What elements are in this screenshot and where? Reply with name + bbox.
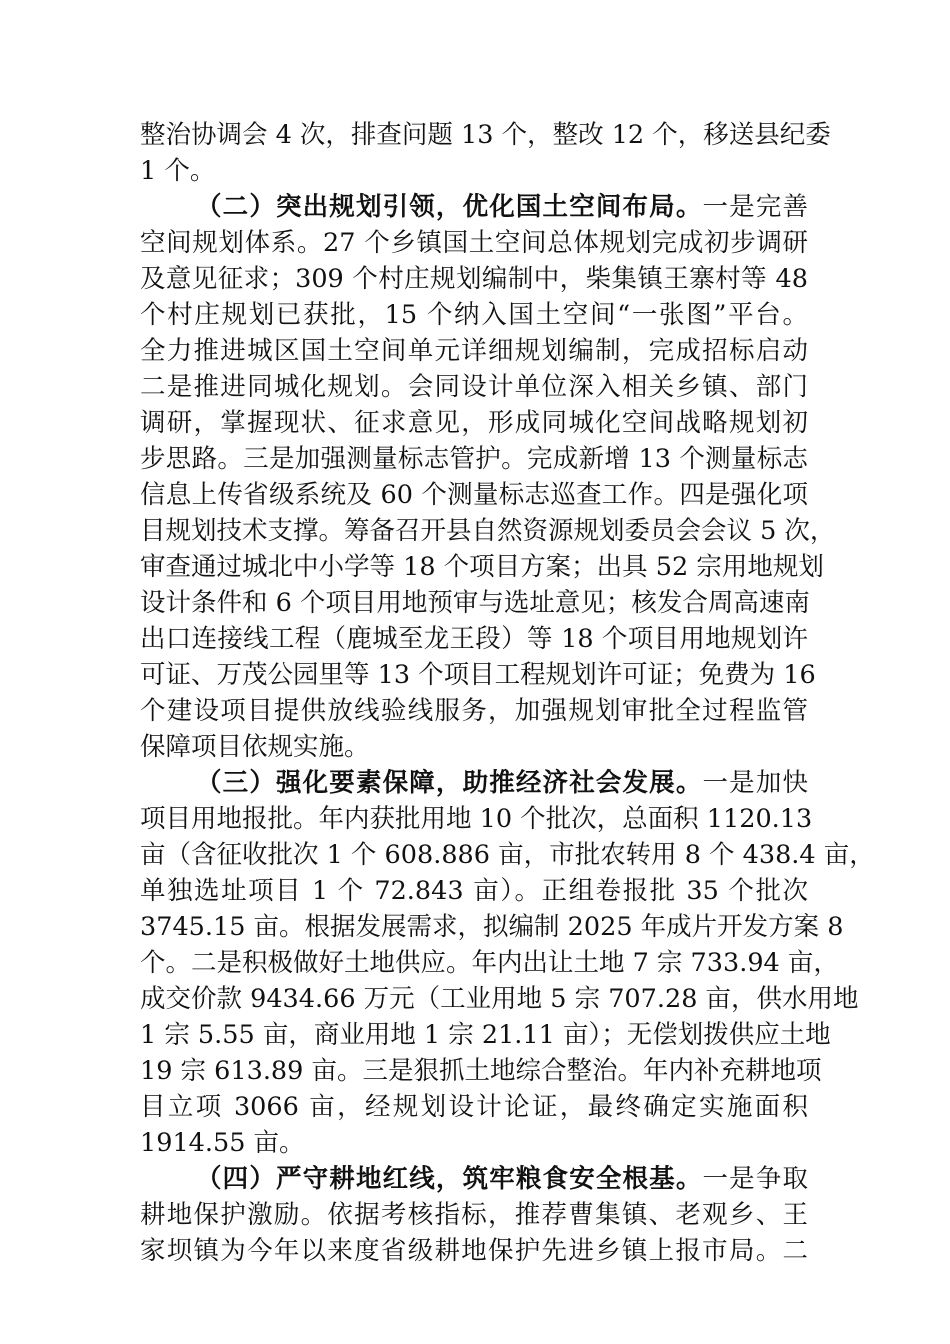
text-line: 项目用地报批。年内获批用地 10 个批次，总面积 1120.13 (140, 804, 813, 834)
text-line: 19 宗 613.89 亩。三是狠抓土地综合整治。年内补充耕地项 (140, 1056, 822, 1086)
paragraph-first-line (196, 765, 808, 801)
text-line: 及意见征求；309 个村庄规划编制中，柴集镇王寨村等 48 (140, 264, 808, 294)
paragraph-first-line (196, 1161, 808, 1197)
text-line: 3745.15 亩。根据发展需求，拟编制 2025 年成片开发方案 8 (140, 912, 844, 942)
text-line: 整治协调会 4 次，排查问题 13 个，整改 12 个，移送县纪委 (140, 120, 831, 150)
section-heading: （四）严守耕地红线，筑牢粮食安全根基。 (196, 1164, 703, 1194)
text-line: 个建设项目提供放线验线服务，加强规划审批全过程监管 (140, 696, 808, 726)
text-line: 亩（含征收批次 1 个 608.886 亩，市批农转用 8 个 438.4 亩， (140, 840, 875, 870)
text-line: 1914.55 亩。 (140, 1128, 305, 1158)
text-line: 出口连接线工程（鹿城至龙王段）等 18 个项目用地规划许 (140, 624, 808, 654)
text-line: 空间规划体系。27 个乡镇国土空间总体规划完成初步调研 (140, 228, 808, 258)
text-line: 1 宗 5.55 亩，商业用地 1 宗 21.11 亩）；无偿划拨供应土地 (140, 1020, 831, 1050)
text-line: 保障项目依规实施。 (140, 732, 370, 762)
paragraph-first-line (196, 189, 808, 225)
text-line: 二是推进同城化规划。会同设计单位深入相关乡镇、部门 (140, 372, 808, 402)
text-line: 目规划技术支撑。筹备召开县自然资源规划委员会会议 5 次， (140, 516, 836, 546)
text-line: 个村庄规划已获批，15 个纳入国土空间“一张图”平台。 (140, 300, 808, 330)
text-line: 全力推进城区国土空间单元详细规划编制，完成招标启动 (140, 336, 808, 366)
text-line: 信息上传省级系统及 60 个测量标志巡查工作。四是强化项 (140, 480, 808, 510)
text-line: 个。二是积极做好土地供应。年内出让土地 7 宗 733.94 亩， (140, 948, 839, 978)
text-line: 1 个。 (140, 156, 216, 186)
text-line: 审查通过城北中小学等 18 个项目方案；出具 52 宗用地规划 (140, 552, 824, 582)
text-line: 设计条件和 6 个项目用地预审与选址意见；核发合周高速南 (140, 588, 810, 618)
text-line: 耕地保护激励。依据考核指标，推荐曹集镇、老观乡、王 (140, 1200, 808, 1230)
text-run: 一是加快 (702, 768, 808, 798)
text-line: 步思路。三是加强测量标志管护。完成新增 13 个测量标志 (140, 444, 808, 474)
text-line: 调研，掌握现状、征求意见，形成同城化空间战略规划初 (140, 408, 808, 438)
text-line: 可证、万茂公园里等 13 个项目工程规划许可证；免费为 16 (140, 660, 816, 690)
text-run: 一是完善 (702, 192, 808, 222)
text-line: 单独选址项目 1 个 72.843 亩）。正组卷报批 35 个批次 (140, 876, 808, 906)
section-heading: （二）突出规划引领，优化国土空间布局。 (196, 192, 703, 222)
text-run: 一是争取 (702, 1164, 808, 1194)
text-line: 目立项 3066 亩，经规划设计论证，最终确定实施面积 (140, 1092, 808, 1122)
section-heading: （三）强化要素保障，助推经济社会发展。 (196, 768, 703, 798)
text-line: 成交价款 9434.66 万元（工业用地 5 宗 707.28 亩，供水用地 (140, 984, 859, 1014)
text-line: 家坝镇为今年以来度省级耕地保护先进乡镇上报市局。二 (140, 1236, 808, 1266)
